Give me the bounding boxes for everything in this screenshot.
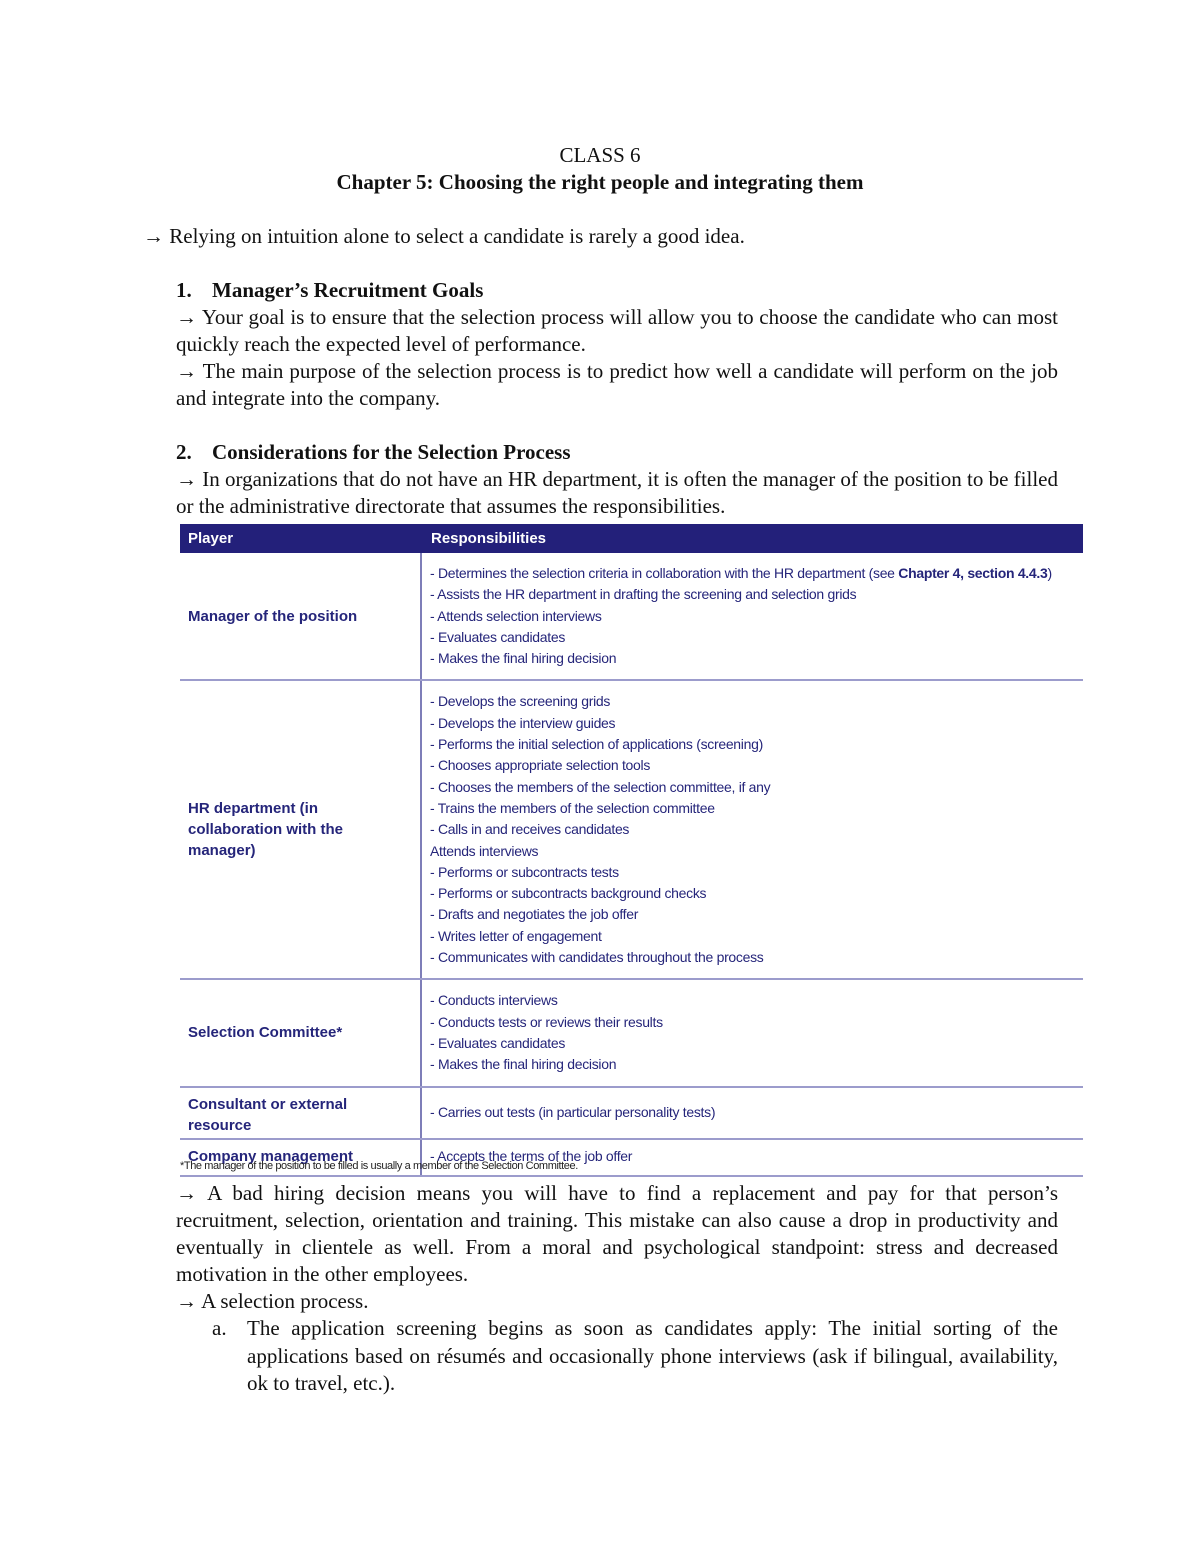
item-text: - Carries out tests (in particular personality tests) [430,1103,716,1120]
item-text: - Evaluates candidates [430,628,566,645]
responsibility-item [430,777,1075,798]
responsibilities-cell [421,1087,1083,1139]
item-text: - Develops the screening grids [430,693,611,710]
after-section [176,1180,1058,1315]
responsibility-item [430,1102,1075,1123]
arrow-icon: → [176,467,197,491]
responsibility-item [430,563,1075,584]
point-text: In organizations that do not have an HR department, it is often the manager of the position to be filled or the administrative directorate that assumes the responsibilities. [176,467,1058,518]
responsibilities-cell [421,553,1083,680]
responsibility-item [430,947,1075,968]
responsibility-item [430,841,1075,862]
responsibilities-cell [421,979,1083,1086]
table-footnote: *The manager of the position to be filled is usually a member of the Selection Committee. [180,1160,578,1172]
point-text: Your goal is to ensure that the selection process will allow you to choose the candidate who can most quickly reach the expected level of performance. [176,305,1058,356]
paragraph [176,466,1058,520]
responsibility-item [430,798,1075,819]
item-text: - Chooses appropriate selection tools [430,757,651,774]
item-text: - Conducts interviews [430,992,558,1009]
list-text: The application screening begins as soon as candidates apply: The initial sorting of the applications based on résumés and occasionally phone interviews (ask if bilingual, availability, ok to travel, etc.). [247,1316,1058,1395]
paragraph [176,1180,1058,1288]
item-text: - Attends selection interviews [430,607,602,624]
item-text: - Develops the interview guides [430,714,616,731]
item-text: - Conducts tests or reviews their results [430,1013,663,1030]
item-text: - Performs or subcontracts background checks [430,885,707,902]
item-text: Attends interviews [430,842,539,859]
item-text: - Makes the final hiring decision [430,1056,617,1073]
class-title: CLASS 6 [559,143,641,167]
player-cell: HR department (in collaboration with the manager) [180,680,421,979]
list-label: a. [212,1316,227,1340]
item-text: - Makes the final hiring decision [430,650,617,667]
responsibility-item [430,819,1075,840]
responsibility-item [430,606,1075,627]
item-text: - Writes letter of engagement [430,927,602,944]
responsibility-item [430,1054,1075,1075]
section-2 [176,439,1058,520]
table-row [180,553,1083,680]
table-row [180,979,1083,1086]
paragraph [176,1288,1058,1315]
responsibility-item [430,990,1075,1011]
heading-text: Manager’s Recruitment Goals [212,278,484,302]
section-1-heading [176,277,1058,304]
item-text: - Calls in and receives candidates [430,821,630,838]
responsibility-item [430,1012,1075,1033]
responsibilities-cell [421,680,1083,979]
paragraph [176,304,1058,358]
arrow-icon: → [176,1289,197,1313]
arrow-icon: → [176,1181,197,1205]
ref-close: ) [1047,565,1052,581]
responsibility-item [430,862,1075,883]
list-item-a [212,1315,1058,1398]
section-number: 1. [176,278,192,302]
responsibilities-table [180,524,1083,1177]
responsibility-item [430,904,1075,925]
table-row [180,680,1083,979]
responsibility-item [430,755,1075,776]
header-responsibilities: Responsibilities [421,524,1083,553]
responsibility-item [430,648,1075,669]
point-text: A selection process. [201,1289,369,1313]
responsibility-item [430,734,1075,755]
responsibility-item [430,584,1075,605]
item-text: - Performs or subcontracts tests [430,863,619,880]
item-text: - Performs the initial selection of applications (screening) [430,736,763,753]
arrow-icon: → [176,359,197,383]
responsibility-item [430,691,1075,712]
item-text: - Accepts the terms of the job offer [430,1148,633,1165]
player-cell: Manager of the position [180,553,421,680]
header-player: Player [180,524,421,553]
point-text: A bad hiring decision means you will have to find a replacement and pay for that person’s recruitment, selection, orientation and training. This mistake can also cause a drop in productivity and eventually in clientele as well. From a moral and psychological standpoint: stress and decreased motivation in the other employees. [176,1181,1058,1286]
responsibility-item [430,926,1075,947]
intro-line [143,223,1063,250]
section-2-heading [176,439,1058,466]
player-cell: Selection Committee* [180,979,421,1086]
chapter-title: Chapter 5: Choosing the right people and integrating them [336,170,864,194]
responsibility-item [430,627,1075,648]
intro-text: Relying on intuition alone to select a candidate is rarely a good idea. [169,224,745,248]
table-row [180,1087,1083,1139]
item-text: - Communicates with candidates throughout the process [430,949,764,966]
item-text: - Chooses the members of the selection committee, if any [430,778,771,795]
item-text: - Assists the HR department in drafting the screening and selection grids [430,586,857,603]
responsibility-item [430,1033,1075,1054]
item-text: - Trains the members of the selection committee [430,799,715,816]
point-text: The main purpose of the selection process is to predict how well a candidate will perform on the job and integrate into the company. [176,359,1058,410]
arrow-icon: → [143,224,164,248]
item-text: - Determines the selection criteria in collaboration with the HR department (see [430,565,899,581]
player-cell: Company management [180,1139,421,1176]
section-1 [176,277,1058,412]
paragraph [176,358,1058,412]
heading-text: Considerations for the Selection Process [212,440,571,464]
arrow-icon: → [176,305,197,329]
responsibility-item [430,883,1075,904]
item-text: - Evaluates candidates [430,1034,566,1051]
chapter-reference: Chapter 4, section 4.4.3 [898,565,1048,581]
player-cell: Consultant or external resource [180,1087,421,1139]
item-text: - Drafts and negotiates the job offer [430,906,639,923]
section-number: 2. [176,440,192,464]
responsibility-item [430,713,1075,734]
